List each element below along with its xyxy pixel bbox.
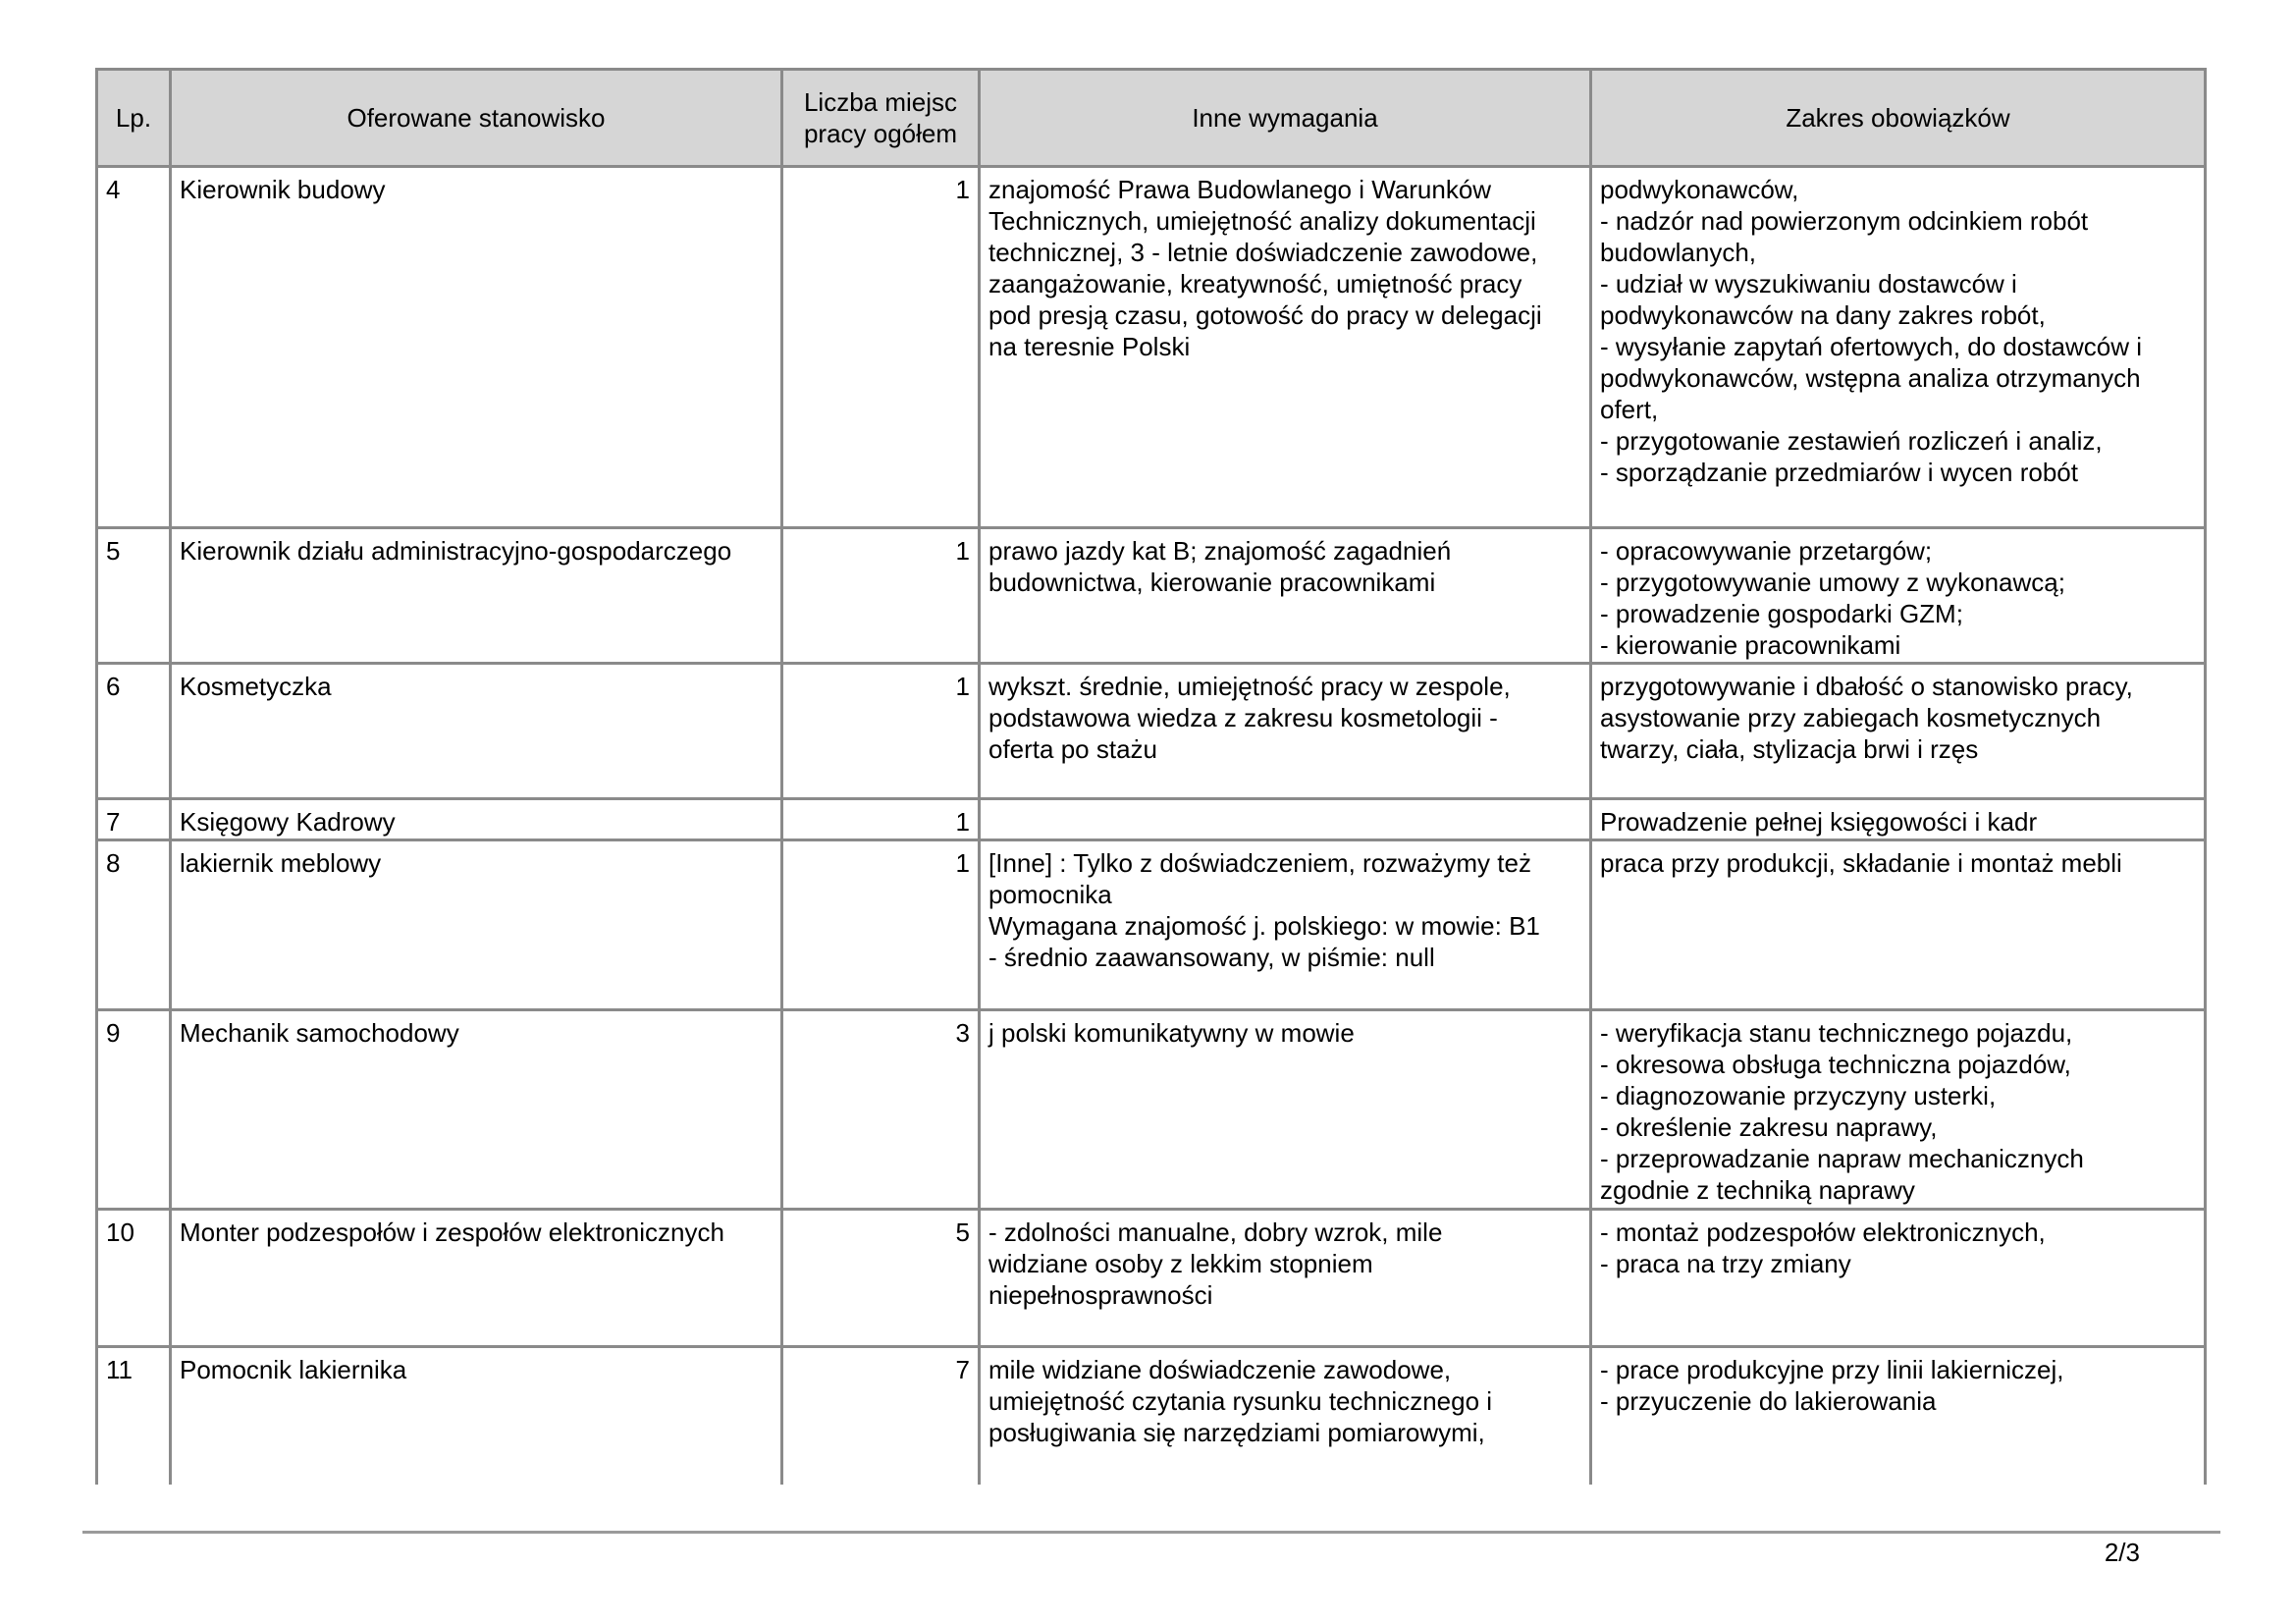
table-row [97, 167, 2206, 528]
cell-places: 1 [782, 167, 980, 528]
cell-lp: 8 [97, 840, 171, 1010]
table-row [97, 664, 2206, 799]
table-row [97, 840, 2206, 1010]
header-requirements: Inne wymagania [980, 70, 1591, 167]
header-places: Liczba miejsc pracy ogółem [782, 70, 980, 167]
cell-lp: 9 [97, 1010, 171, 1210]
job-offers-table [95, 68, 2207, 1485]
cell-places: 1 [782, 799, 980, 840]
header-position: Oferowane stanowisko [171, 70, 782, 167]
cell-position: Kierownik działu administracyjno-gospodarczego [171, 528, 782, 664]
cell-duties: podwykonawców, - nadzór nad powierzonym odcinkiem robót budowlanych, - udział w wyszukiwaniu dostawców i podwykonawców na dany zakres robót, - wysyłanie zapytań ofertowych, do dostawców i podwykonawców, wstępna analiza otrzymanych ofert, - przygotowanie zestawień rozliczeń i analiz, - sporządzanie przedmiarów i wycen robót [1591, 167, 2206, 528]
table-header-row [97, 70, 2206, 167]
cell-position: Kierownik budowy [171, 167, 782, 528]
page-number: 2/3 [2104, 1538, 2140, 1567]
cell-places: 7 [782, 1347, 980, 1485]
cell-lp: 5 [97, 528, 171, 664]
table-row [97, 1010, 2206, 1210]
cell-places: 3 [782, 1010, 980, 1210]
cell-position: Mechanik samochodowy [171, 1010, 782, 1210]
cell-position: lakiernik meblowy [171, 840, 782, 1010]
cell-duties: przygotowywanie i dbałość o stanowisko pracy, asystowanie przy zabiegach kosmetycznych twarzy, ciała, stylizacja brwi i rzęs [1591, 664, 2206, 799]
cell-requirements: mile widziane doświadczenie zawodowe, umiejętność czytania rysunku technicznego i posługiwania się narzędziami pomiarowymi, [980, 1347, 1591, 1485]
cell-position: Pomocnik lakiernika [171, 1347, 782, 1485]
cell-position: Księgowy Kadrowy [171, 799, 782, 840]
header-lp: Lp. [97, 70, 171, 167]
cell-places: 1 [782, 840, 980, 1010]
cell-lp: 7 [97, 799, 171, 840]
table-row [97, 1347, 2206, 1485]
cell-requirements: - zdolności manualne, dobry wzrok, mile widziane osoby z lekkim stopniem niepełnosprawności [980, 1210, 1591, 1347]
cell-places: 1 [782, 528, 980, 664]
cell-requirements: j polski komunikatywny w mowie [980, 1010, 1591, 1210]
cell-duties: - weryfikacja stanu technicznego pojazdu, - okresowa obsługa techniczna pojazdów, - diagnozowanie przyczyny usterki, - określenie zakresu naprawy, - przeprowadzanie napraw mechanicznych zgodnie z techniką naprawy [1591, 1010, 2206, 1210]
cell-requirements [980, 799, 1591, 840]
cell-lp: 4 [97, 167, 171, 528]
cell-duties: - prace produkcyjne przy linii lakierniczej, - przyuczenie do lakierowania [1591, 1347, 2206, 1485]
cell-requirements: [Inne] : Tylko z doświadczeniem, rozważymy też pomocnika Wymagana znajomość j. polskiego: w mowie: B1 - średnio zaawansowany, w piśmie: null [980, 840, 1591, 1010]
cell-duties: Prowadzenie pełnej księgowości i kadr [1591, 799, 2206, 840]
cell-requirements: wykszt. średnie, umiejętność pracy w zespole, podstawowa wiedza z zakresu kosmetologii - oferta po stażu [980, 664, 1591, 799]
cell-duties: praca przy produkcji, składanie i montaż mebli [1591, 840, 2206, 1010]
cell-position: Monter podzespołów i zespołów elektronicznych [171, 1210, 782, 1347]
cell-places: 5 [782, 1210, 980, 1347]
cell-requirements: znajomość Prawa Budowlanego i Warunków Technicznych, umiejętność analizy dokumentacji technicznej, 3 - letnie doświadczenie zawodowe, zaangażowanie, kreatywność, umiętność pracy pod presją czasu, gotowość do pracy w delegacji na teresnie Polski [980, 167, 1591, 528]
footer-divider [82, 1531, 2220, 1534]
cell-lp: 10 [97, 1210, 171, 1347]
cell-position: Kosmetyczka [171, 664, 782, 799]
table-row [97, 1210, 2206, 1347]
header-duties: Zakres obowiązków [1591, 70, 2206, 167]
table-row [97, 799, 2206, 840]
cell-lp: 11 [97, 1347, 171, 1485]
cell-duties: - opracowywanie przetargów; - przygotowywanie umowy z wykonawcą; - prowadzenie gospodarki GZM; - kierowanie pracownikami [1591, 528, 2206, 664]
cell-duties: - montaż podzespołów elektronicznych, - praca na trzy zmiany [1591, 1210, 2206, 1347]
cell-requirements: prawo jazdy kat B; znajomość zagadnień budownictwa, kierowanie pracownikami [980, 528, 1591, 664]
cell-lp: 6 [97, 664, 171, 799]
table-row [97, 528, 2206, 664]
cell-places: 1 [782, 664, 980, 799]
